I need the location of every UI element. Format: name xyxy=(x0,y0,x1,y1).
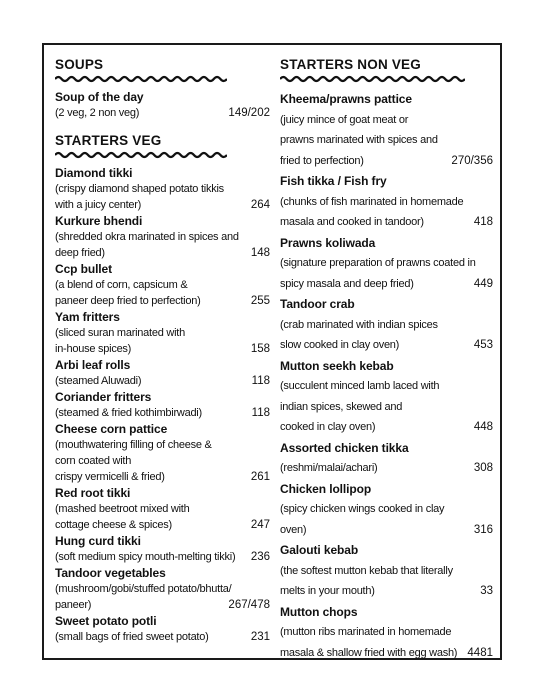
item-price: 267/478 xyxy=(228,599,270,611)
item-price-row xyxy=(280,499,493,540)
left-column xyxy=(55,45,270,645)
item-name: Chicken lollipop xyxy=(280,481,372,496)
item-name: Sweet potato potli xyxy=(55,614,157,628)
item-price: 449 xyxy=(473,277,493,290)
item-description: (mouthwatering filling of cheese & xyxy=(55,439,212,451)
menu-item xyxy=(55,357,270,389)
menu-item xyxy=(55,261,270,309)
item-price-row xyxy=(280,151,493,172)
menu-item xyxy=(280,89,493,171)
item-price-row xyxy=(280,274,493,295)
item-price: 261 xyxy=(250,471,270,483)
item-price-row xyxy=(280,417,493,438)
item-price-row xyxy=(55,629,270,645)
item-description: (succulent minced lamb laced with xyxy=(280,380,440,392)
item-description: paneer deep fried to perfection) xyxy=(55,295,201,307)
item-description: (shredded okra marinated in spices and xyxy=(55,231,239,243)
item-description: melts in your mouth) xyxy=(280,585,375,597)
item-price-row xyxy=(280,581,493,602)
item-price-row xyxy=(280,458,493,479)
item-price-row xyxy=(55,341,270,357)
menu-item xyxy=(55,421,270,485)
section-title: SOUPS xyxy=(55,57,104,72)
item-price: 448 xyxy=(473,421,493,433)
item-description: deep fried) xyxy=(55,247,105,259)
menu-item xyxy=(55,565,270,613)
item-price: 236 xyxy=(250,551,270,563)
menu-item xyxy=(280,356,493,438)
item-price-row xyxy=(55,197,270,213)
item-price: 316 xyxy=(473,523,493,536)
item-price: 418 xyxy=(473,216,493,228)
item-description: (small bags of fried sweet potato) xyxy=(55,631,209,643)
item-description: (crab marinated with indian spices xyxy=(280,318,438,331)
item-name: Red root tikki xyxy=(55,486,131,500)
item-price-row xyxy=(55,469,270,485)
item-price-row xyxy=(55,549,270,565)
item-price: 118 xyxy=(251,375,270,387)
item-list xyxy=(55,165,270,645)
item-list xyxy=(55,89,270,121)
item-description: paneer) xyxy=(55,599,92,611)
menu-item xyxy=(55,389,270,421)
menu-frame xyxy=(42,43,502,660)
section-starters-non-veg xyxy=(280,57,493,663)
wave-divider xyxy=(280,73,465,85)
item-description: corn coated with xyxy=(55,455,132,467)
item-name: Assorted chicken tikka xyxy=(280,440,409,455)
menu-item xyxy=(280,294,493,356)
wave-divider xyxy=(55,73,227,85)
menu-item xyxy=(55,613,270,645)
item-name: Kurkure bhendi xyxy=(55,214,143,228)
item-name: Cheese corn pattice xyxy=(55,422,168,436)
menu-item xyxy=(280,540,493,602)
item-price-row xyxy=(55,245,270,261)
item-price: 149/202 xyxy=(228,107,270,119)
item-price-row xyxy=(280,335,493,356)
item-price-row xyxy=(55,405,270,421)
item-description: (spicy chicken wings cooked in clay oven) xyxy=(280,503,445,536)
item-name: Galouti kebab xyxy=(280,543,359,557)
item-description: (steamed Aluwadi) xyxy=(55,375,142,387)
item-description: slow cooked in clay oven) xyxy=(280,339,400,351)
menu-item xyxy=(55,89,270,121)
item-description: (chunks of fish marinated in homemade xyxy=(280,195,464,208)
item-price: 118 xyxy=(251,407,270,419)
item-price: 308 xyxy=(473,462,493,474)
item-name: Yam fritters xyxy=(55,310,120,324)
item-name: Prawns koliwada xyxy=(280,235,376,250)
menu-item xyxy=(55,485,270,533)
item-name: Mutton chops xyxy=(280,604,358,619)
item-price: 158 xyxy=(250,343,270,355)
item-description: masala and cooked in tandoor) xyxy=(280,216,424,228)
item-description: (the softest mutton kebab that literally xyxy=(280,564,453,577)
item-description: crispy vermicelli & fried) xyxy=(55,471,165,483)
item-description: (soft medium spicy mouth-melting tikki) xyxy=(55,551,236,563)
right-column xyxy=(280,45,493,663)
item-description: (mutton ribs marinated in homemade xyxy=(280,626,452,638)
menu-item xyxy=(55,165,270,213)
wave-divider xyxy=(55,149,227,161)
item-name: Coriander fritters xyxy=(55,390,152,404)
item-price: 231 xyxy=(250,631,270,643)
menu-item xyxy=(55,533,270,565)
item-description: prawns marinated with spices and xyxy=(280,134,438,146)
section-title: STARTERS VEG xyxy=(55,133,162,148)
item-description: masala & shallow fried with egg wash) xyxy=(280,646,458,659)
item-price-row xyxy=(280,212,493,233)
item-price: 264 xyxy=(250,199,270,211)
item-description: indian spices, skewed and xyxy=(280,400,403,413)
section-soups xyxy=(55,57,270,121)
item-name: Ccp bullet xyxy=(55,262,113,276)
item-price-row xyxy=(55,293,270,309)
item-description: spicy masala and deep fried) xyxy=(280,277,414,290)
menu-item xyxy=(280,438,493,479)
item-price: 4481 xyxy=(467,646,493,659)
item-name: Kheema/prawns pattice xyxy=(280,92,412,106)
menu-item xyxy=(55,213,270,261)
item-description: (steamed & fried kothimbirwadi) xyxy=(55,407,202,419)
menu-item xyxy=(280,479,493,541)
item-name: Tandoor crab xyxy=(280,297,355,311)
item-name: Soup of the day xyxy=(55,90,144,104)
item-name: Fish tikka / Fish fry xyxy=(280,174,387,188)
item-description: (a blend of corn, capsicum & xyxy=(55,279,188,291)
item-price-row xyxy=(55,105,270,121)
item-price: 33 xyxy=(480,585,493,597)
item-description: with a juicy center) xyxy=(55,199,142,211)
menu-item xyxy=(55,309,270,357)
menu-item xyxy=(280,602,493,664)
item-price: 453 xyxy=(473,339,493,351)
item-name: Arbi leaf rolls xyxy=(55,358,131,372)
item-name: Mutton seekh kebab xyxy=(280,358,394,373)
item-price: 255 xyxy=(250,295,270,307)
item-description: (signature preparation of prawns coated in xyxy=(280,257,476,269)
item-price-row xyxy=(55,517,270,533)
item-name: Diamond tikki xyxy=(55,166,133,180)
item-description: cottage cheese & spices) xyxy=(55,519,172,531)
section-starters-veg xyxy=(55,133,270,645)
item-name: Tandoor vegetables xyxy=(55,566,166,580)
item-price: 148 xyxy=(250,247,270,259)
section-title: STARTERS NON VEG xyxy=(280,57,421,72)
item-description: fried to perfection) xyxy=(280,154,364,167)
item-price: 247 xyxy=(250,519,270,531)
menu-item xyxy=(280,171,493,233)
item-price-row xyxy=(55,597,270,613)
item-description: (mushroom/gobi/stuffed potato/bhutta/ xyxy=(55,583,232,595)
item-price: 270/356 xyxy=(451,154,493,167)
menu-item xyxy=(280,233,493,295)
item-price-row xyxy=(280,643,493,664)
item-description: (juicy mince of goat meat or xyxy=(280,113,409,126)
item-description: (crispy diamond shaped potato tikkis xyxy=(55,183,224,195)
item-description: (mashed beetroot mixed with xyxy=(55,503,190,515)
item-description: (2 veg, 2 non veg) xyxy=(55,107,140,119)
item-description: (reshmi/malai/achari) xyxy=(280,462,378,474)
item-description: (sliced suran marinated with xyxy=(55,327,185,339)
item-description: in-house spices) xyxy=(55,343,132,355)
item-list xyxy=(280,89,493,663)
item-name: Hung curd tikki xyxy=(55,534,141,548)
item-description: cooked in clay oven) xyxy=(280,421,376,433)
item-price-row xyxy=(55,373,270,389)
